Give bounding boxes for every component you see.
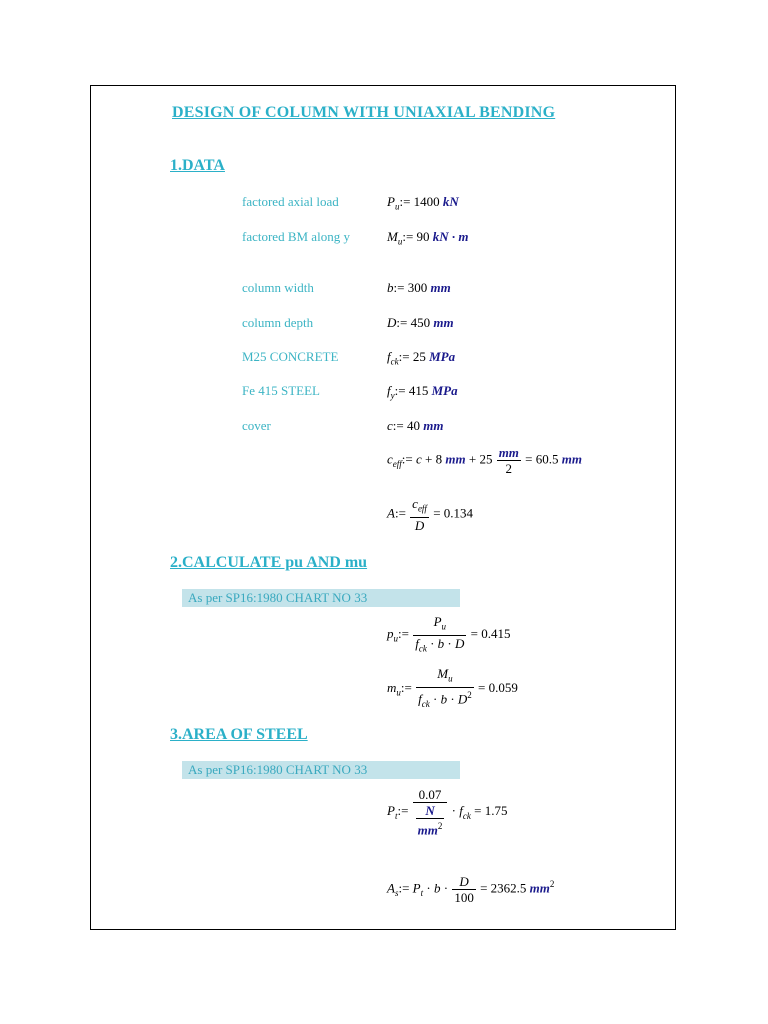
eq-b: b:= 300 mm [387, 280, 451, 295]
eq-d: D:= 450 mm [387, 315, 454, 330]
eq-mu-ratio: $m_u:=$ $\frac{M_u}{f_{ck} \cdot b \cdot D^2}$ = 0.059 [387, 666, 518, 709]
eq-ceff: $c_{eff}:= c + 8$ mm + 25 $\frac{mm}{2}$ = 60.5 mm [387, 445, 582, 476]
chart-reference-note-2: As per SP16:1980 CHART NO 33 [182, 761, 460, 779]
label-bm: factored BM along y [242, 229, 350, 244]
label-steel: Fe 415 STEEL [242, 383, 320, 398]
label-concrete: M25 CONCRETE [242, 349, 339, 364]
label-axial-load: factored axial load [242, 194, 339, 209]
page-title: DESIGN OF COLUMN WITH UNIAXIAL BENDING [172, 104, 556, 121]
section-steel-heading: 3.AREA OF STEEL [170, 726, 308, 743]
eq-pt: $P_t:=$ $\frac{0.07}{\frac{N}{mm^2}}$ · $f_{ck} = 1.75$ [387, 787, 508, 838]
eq-pu: $P_u:= 1400$ kN [387, 194, 459, 212]
chart-reference-note: As per SP16:1980 CHART NO 33 [182, 589, 460, 607]
page-frame [90, 85, 676, 930]
eq-c: c:= 40 mm [387, 418, 444, 433]
eq-fy: $f_y:= 415$ MPa [387, 383, 458, 401]
label-cover: cover [242, 418, 271, 433]
section-data-heading: 1.DATA [170, 157, 225, 174]
eq-a: A:= $\frac{c_{eff}}{D}$ = 0.134 [387, 496, 474, 533]
eq-fck: $f_{ck}:= 25$ MPa [387, 349, 456, 367]
eq-mu: $M_u:= 90$ kN · m [387, 229, 469, 247]
label-width: column width [242, 280, 314, 295]
label-depth: column depth [242, 315, 314, 330]
eq-as: $A_s:= P_t \cdot b$ · $\frac{D}{100}$ = 2362.5 $mm^2$ [387, 874, 555, 905]
eq-pu-ratio: $p_u:=$ $\frac{P_u}{f_{ck} \cdot b \cdot D}$ = 0.415 [387, 614, 511, 654]
section-calc-heading: 2.CALCULATE pu AND mu [170, 554, 368, 571]
